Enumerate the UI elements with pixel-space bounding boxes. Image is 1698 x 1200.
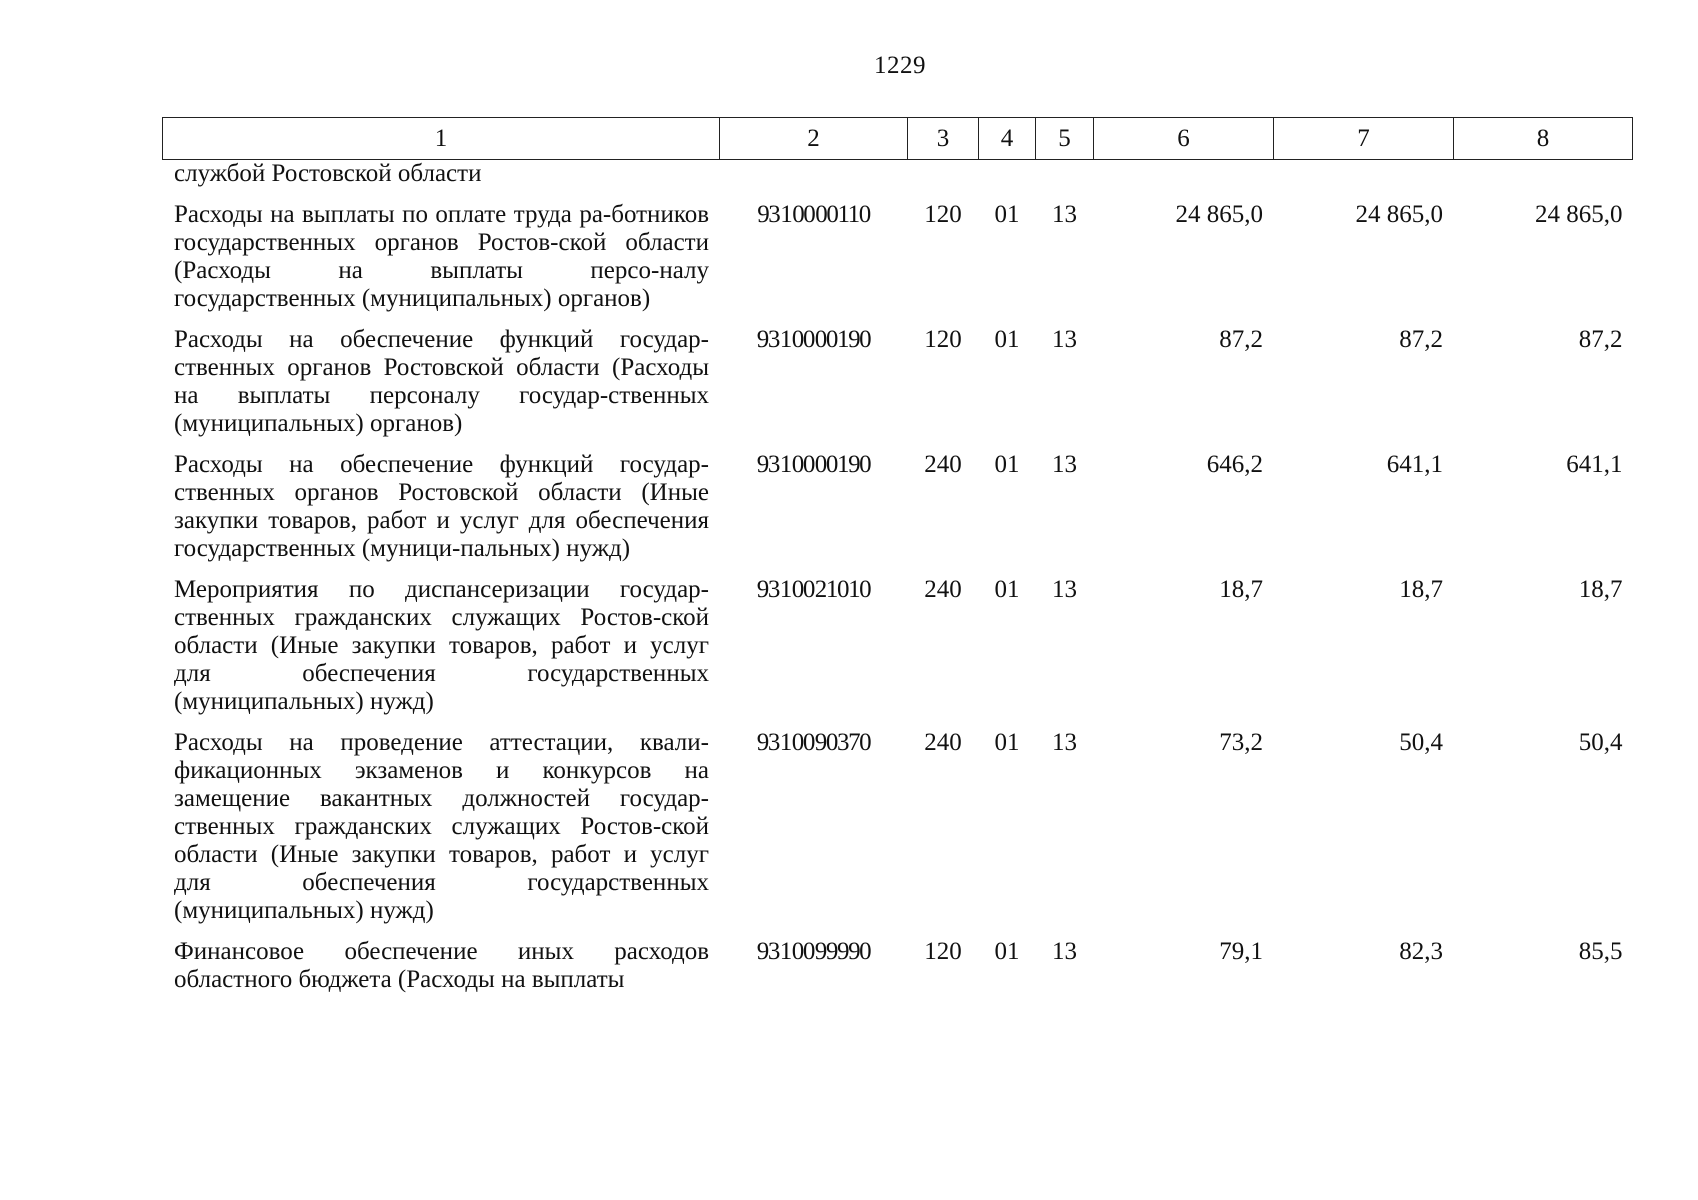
row-amount-3: 641,1 — [1566, 451, 1623, 478]
continuation-text: службой Ростовской области — [174, 160, 482, 187]
row-section: 01 — [994, 326, 1020, 353]
row-amount-2: 87,2 — [1399, 326, 1443, 353]
row-expense-type: 240 — [924, 729, 962, 756]
row-amount-2: 18,7 — [1399, 576, 1443, 603]
row-description: Расходы на обеспечение функций государ-ственных органов Ростовской области (Расходы на выплаты персоналу государ-ственных (муниципальных) органов) — [174, 326, 709, 437]
column-header: 7 — [1274, 118, 1454, 160]
column-header: 4 — [979, 118, 1036, 160]
table-row — [163, 716, 1633, 925]
row-section: 01 — [994, 451, 1020, 478]
row-expense-type: 120 — [924, 201, 962, 228]
row-amount-1: 87,2 — [1219, 326, 1263, 353]
row-section: 01 — [994, 576, 1020, 603]
column-header: 5 — [1036, 118, 1094, 160]
row-expense-type: 120 — [924, 938, 962, 965]
row-amount-3: 85,5 — [1578, 938, 1623, 965]
table-row — [163, 563, 1633, 716]
column-header: 6 — [1094, 118, 1274, 160]
row-code: 93 1 00 90370 — [756, 729, 871, 756]
row-amount-3: 24 865,0 — [1535, 201, 1623, 228]
row-subsection: 13 — [1052, 326, 1077, 353]
row-subsection: 13 — [1052, 576, 1077, 603]
row-subsection: 13 — [1052, 938, 1077, 965]
column-header: 2 — [720, 118, 908, 160]
row-amount-3: 87,2 — [1578, 326, 1623, 353]
row-amount-1: 73,2 — [1219, 729, 1263, 756]
row-amount-1: 79,1 — [1219, 938, 1263, 965]
row-section: 01 — [994, 729, 1020, 756]
row-description: Расходы на обеспечение функций государ-ственных органов Ростовской области (Иные закупки товаров, работ и услуг для обеспечения государственных (муници-пальных) нужд) — [174, 451, 709, 562]
row-description: Мероприятия по диспансеризации государ-ственных гражданских служащих Ростов-ской области (Иные закупки товаров, работ и услуг для обеспечения государственных (муниципальных) нужд) — [174, 576, 709, 715]
row-description: Финансовое обеспечение иных расходов областного бюджета (Расходы на выплаты — [174, 938, 709, 993]
row-expense-type: 240 — [924, 576, 962, 603]
row-section: 01 — [994, 938, 1020, 965]
row-code: 93 1 00 21010 — [756, 576, 871, 603]
row-amount-1: 646,2 — [1206, 451, 1263, 478]
row-expense-type: 240 — [924, 451, 962, 478]
column-header: 3 — [908, 118, 979, 160]
table-row — [163, 438, 1633, 563]
table-header-row — [163, 118, 1633, 160]
row-code: 93 1 00 99990 — [756, 938, 871, 965]
table-row — [163, 925, 1633, 994]
continuation-row — [163, 160, 1633, 189]
row-description: Расходы на выплаты по оплате труда ра-ботников государственных органов Ростов-ской области (Расходы на выплаты персо-налу государственных (муниципальных) органов) — [174, 201, 709, 312]
row-section: 01 — [994, 201, 1020, 228]
row-code: 93 1 00 00190 — [756, 451, 871, 478]
row-amount-2: 50,4 — [1399, 729, 1443, 756]
column-header: 8 — [1454, 118, 1633, 160]
row-expense-type: 120 — [924, 326, 962, 353]
row-amount-2: 82,3 — [1399, 938, 1443, 965]
table-row — [163, 188, 1633, 313]
row-amount-3: 18,7 — [1578, 576, 1623, 603]
page-number: 1229 — [874, 52, 926, 79]
table-row — [163, 313, 1633, 438]
row-amount-2: 24 865,0 — [1355, 201, 1443, 228]
row-code: 93 1 00 00190 — [756, 326, 871, 353]
budget-table — [162, 117, 1633, 994]
row-amount-2: 641,1 — [1386, 451, 1443, 478]
row-subsection: 13 — [1052, 201, 1077, 228]
row-subsection: 13 — [1052, 729, 1077, 756]
row-code: 93 1 00 00110 — [757, 201, 870, 228]
row-amount-1: 24 865,0 — [1175, 201, 1263, 228]
row-amount-1: 18,7 — [1219, 576, 1263, 603]
row-subsection: 13 — [1052, 451, 1077, 478]
row-amount-3: 50,4 — [1578, 729, 1623, 756]
row-description: Расходы на проведение аттестации, квали-фикационных экзаменов и конкурсов на замещение вакантных должностей государ-ственных гражданских служащих Ростов-ской области (Иные закупки товаров, работ и услуг для обеспечения государственных (муниципальных) нужд) — [174, 729, 709, 924]
column-header: 1 — [163, 118, 720, 160]
